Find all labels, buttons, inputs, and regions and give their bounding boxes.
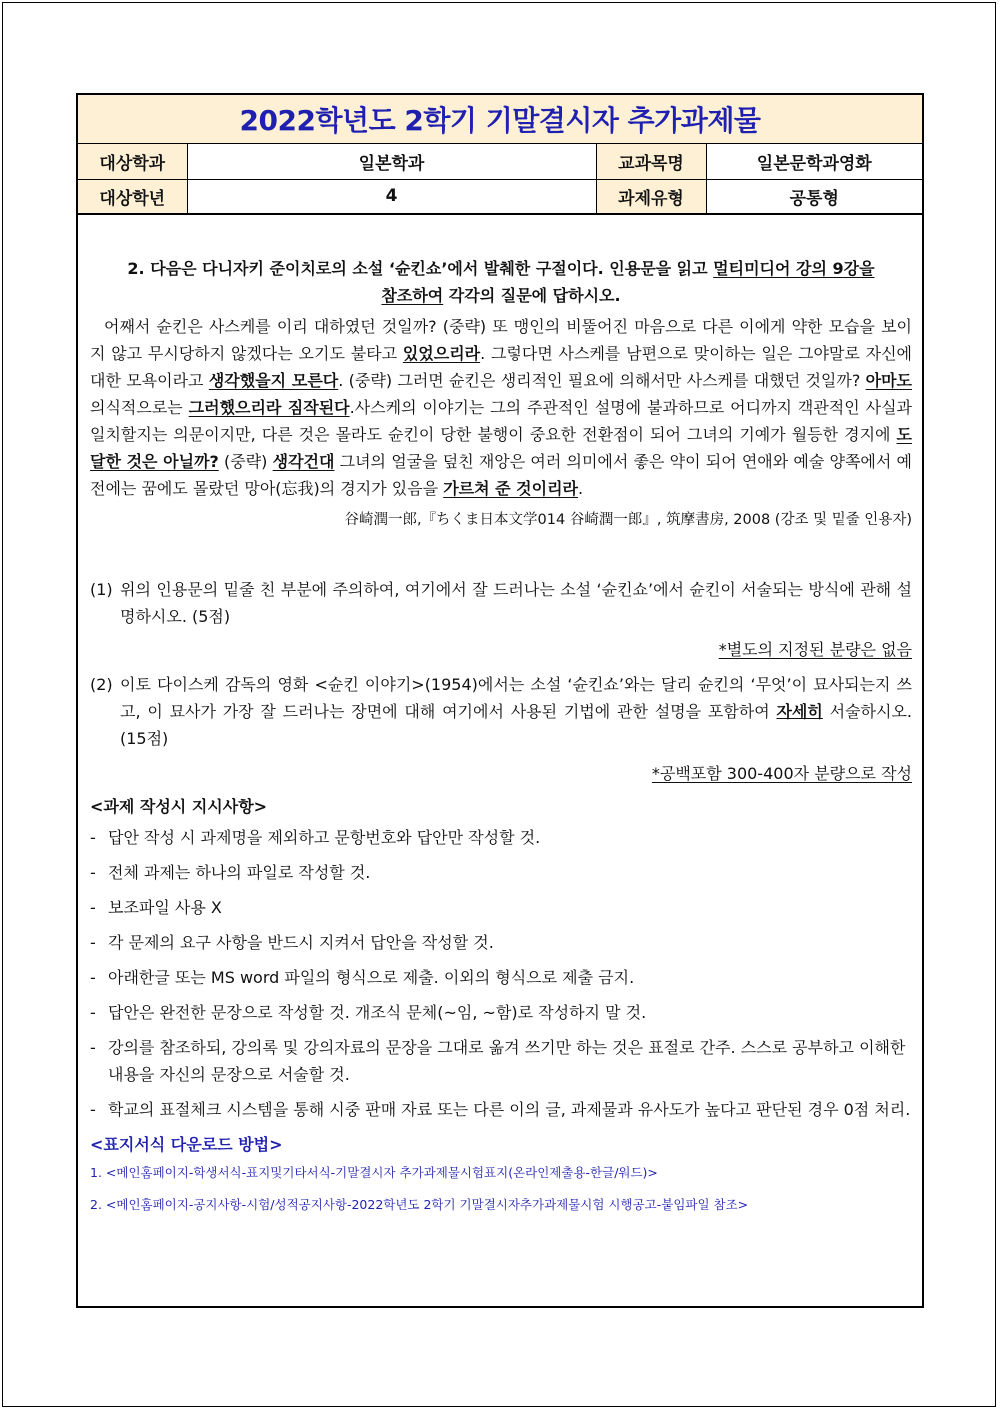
length-note-2: *공백포함 300-400자 분량으로 작성: [651, 764, 912, 783]
sub-question-emphasis: 자세히: [776, 702, 823, 721]
quote-emphasis: 가르쳐 준 것이리라: [443, 479, 579, 498]
info-row: [78, 144, 922, 179]
list-item-text: 보조파일 사용 X: [108, 898, 222, 917]
assignment-sheet: [76, 93, 924, 1308]
info-row: [78, 179, 922, 214]
sheet-title: 2022학년도 2학기 기말결시자 추가과제물: [78, 95, 922, 144]
quote-emphasis: 생각했을지 모른다: [208, 371, 339, 390]
sub-question-number: (2): [90, 675, 113, 694]
list-item: 1. <메인홈페이지-학생서식-표지및기타서식-기말결시자 추가과제물시험표지(온라인제출용-한글/워드)>: [90, 1165, 658, 1180]
list-item: [90, 859, 912, 886]
sub-question-text-part: 서술하시오. (15점): [120, 702, 912, 748]
type-value: 공통형: [706, 179, 922, 214]
instructions-title: <과제 작성시 지시사항>: [90, 797, 268, 816]
list-item: [90, 999, 912, 1026]
year-label: 대상학년: [78, 179, 187, 214]
sub-question-text: [120, 671, 912, 752]
sub-question-number: (1): [90, 580, 113, 599]
quote-emphasis: 도달한 것은 아닐까?: [90, 425, 912, 471]
course-label: 교과목명: [596, 144, 706, 179]
quote-text: (중략): [218, 452, 273, 471]
list-item: [90, 1096, 912, 1123]
list-item-text: 강의를 참조하되, 강의록 및 강의자료의 문장을 그대로 옮겨 쓰기만 하는 것은 표절로 간주. 스스로 공부하고 이해한 내용을 자신의 문장으로 서술할 것.: [108, 1038, 906, 1084]
sheet-content: [78, 255, 922, 1214]
list-dash: -: [90, 1003, 96, 1022]
dept-value: 일본학과: [187, 144, 596, 179]
info-table: [78, 144, 922, 215]
download-title: <표지서식 다운로드 방법>: [90, 1135, 283, 1154]
question-heading: [90, 255, 912, 309]
list-dash: -: [90, 1100, 96, 1119]
length-note-1: *별도의 지정된 분량은 없음: [718, 640, 912, 659]
list-item: [90, 964, 912, 991]
instructions-list: [90, 824, 912, 1123]
quote-source: 谷崎潤一郎,『ちくま日本文学014 谷崎潤一郎』, 筑摩書房, 2008 (강조 및 밑줄 인용자): [344, 512, 912, 528]
list-item-text: 아래한글 또는 MS word 파일의 형식으로 제출. 이외의 형식으로 제출 금지.: [108, 968, 635, 987]
list-item-text: 답안 작성 시 과제명을 제외하고 문항번호와 답안만 작성할 것.: [108, 828, 541, 847]
sub-question-1: [90, 576, 912, 630]
list-dash: -: [90, 1038, 96, 1057]
list-item: [90, 894, 912, 921]
quote-text: .사스케의 이야기는 그의 주관적인 설명에 불과하므로 어디까지 객관적인 사실과 일치할지는 의문이지만, 다른 것은 몰라도 슌킨이 당한 불행이 중요한 전환점이 되어 그녀의 기예가 월등한 경지에: [90, 398, 912, 444]
quote-emphasis: 있었으리라: [402, 344, 481, 363]
question-heading-text: 각각의 질문에 답하시오.: [443, 286, 621, 305]
quote-text: 의식적으로는: [90, 398, 189, 417]
quote-text: . 그렇다면 사스케를 남편으로 맞이하는 일은 그야말로 자신에 대한 모욕이라고: [90, 344, 912, 390]
list-dash: -: [90, 828, 96, 847]
list-dash: -: [90, 968, 96, 987]
dept-label: 대상학과: [78, 144, 187, 179]
quote-emphasis: 생각건대: [272, 452, 335, 471]
list-dash: -: [90, 863, 96, 882]
year-value: 4: [187, 179, 596, 214]
download-list: [90, 1164, 912, 1214]
list-item: 2. <메인홈페이지-공지사항-시험/성적공지사항-2022학년도 2학기 기말결시자추가과제물시험 시행공고-붙임파일 참조>: [90, 1197, 749, 1212]
type-label: 과제유형: [596, 179, 706, 214]
list-item: [90, 1034, 912, 1088]
question-heading-underline: 참조하여: [381, 286, 444, 305]
quote-emphasis: 그러했으리라 짐작된다: [188, 398, 350, 417]
sub-question-text: 위의 인용문의 밑줄 친 부분에 주의하여, 여기에서 잘 드러나는 소설 ‘슌킨쇼’에서 슌킨이 서술되는 방식에 관해 설명하시오. (5점): [120, 580, 912, 626]
quote-text: .: [578, 479, 584, 498]
question-heading-text: 2. 다음은 다니자키 준이치로의 소설 ‘슌킨쇼’에서 발췌한 구절이다. 인용문을 읽고: [127, 259, 714, 278]
list-item-text: 답안은 완전한 문장으로 작성할 것. 개조식 문체(~임, ~함)로 작성하지 말 것.: [108, 1003, 647, 1022]
list-item-text: 학교의 표절체크 시스템을 통해 시중 판매 자료 또는 다른 이의 글, 과제물과 유사도가 높다고 판단된 경우 0점 처리.: [108, 1100, 911, 1119]
quote-text: 어째서 슌킨은 사스케를 이리 대하였던 것일까? (중략) 또 맹인의 비뚤어진 마음으로 다른 이에게 약한 모습을 보이지 않고 무시당하지 않겠다는 오기도 불타고: [90, 317, 912, 363]
quote-text: . (중략) 그러면 슌킨은 생리적인 필요에 의해서만 사스케를 대했던 것일까?: [338, 371, 866, 390]
quote-emphasis: 아마도: [865, 371, 912, 390]
list-item-text: 전체 과제는 하나의 파일로 작성할 것.: [108, 863, 371, 882]
question-heading-underline: 멀티미디어 강의 9강을: [713, 259, 875, 278]
sub-question-2: [90, 671, 912, 752]
course-value: 일본문학과영화: [706, 144, 922, 179]
list-item: [90, 824, 912, 851]
list-dash: -: [90, 898, 96, 917]
list-dash: -: [90, 933, 96, 952]
list-item-text: 각 문제의 요구 사항을 반드시 지켜서 답안을 작성할 것.: [108, 933, 494, 952]
quote-text: 그녀의 얼굴을 덮친 재앙은 여러 의미에서 좋은 약이 되어 연애와 예술 양쪽에서 예전에는 꿈에도 몰랐던 망아(忘我)의 경지가 있음을: [90, 452, 912, 498]
quoted-passage: [90, 313, 912, 502]
sub-question-text-part: 이토 다이스케 감독의 영화 <슌킨 이야기>(1954)에서는 소설 ‘슌킨쇼’와는 달리 슌킨의 ‘무엇’이 묘사되는지 쓰고, 이 묘사가 가장 잘 드러나는 장면에 대해 여기에서 사용된 기법에 관한 설명을 포함하여: [120, 675, 912, 721]
list-item: [90, 929, 912, 956]
